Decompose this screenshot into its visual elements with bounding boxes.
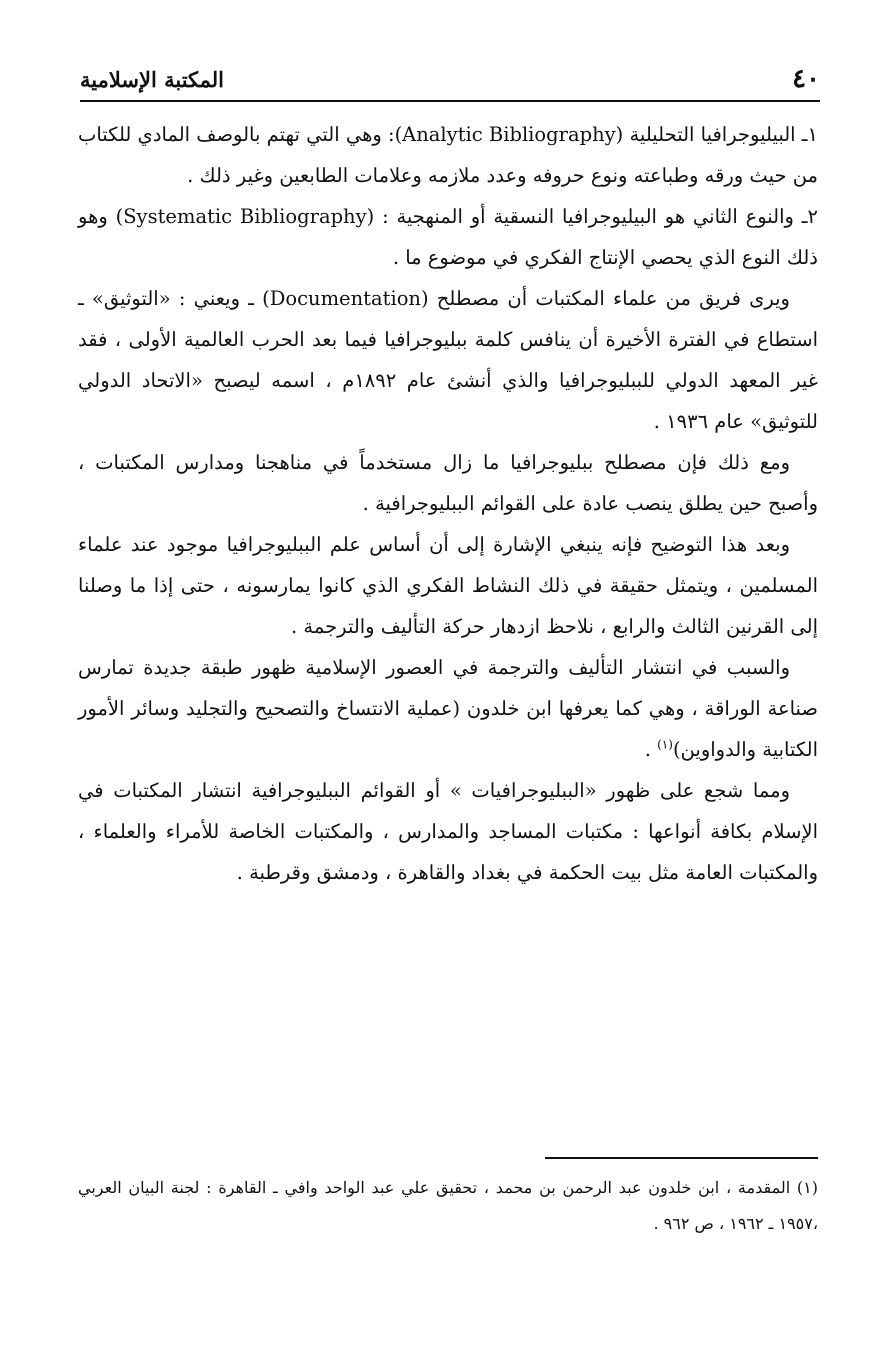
footnote-text: (١) المقدمة ، ابن خلدون عبد الرحمن بن محمد ، تحقيق علي عبد الواحد وافي ـ القاهرة : لجنة البيان العربي ،١٩٥٧ ـ ١٩٦٢ ، ص ٩٦٢ . bbox=[78, 1178, 818, 1233]
footnote-marker[interactable]: (١) bbox=[657, 737, 673, 752]
paragraph-text: ١ـ البيليوجرافيا التحليلية bbox=[623, 123, 818, 146]
paragraph-text: : وهي التي تهتم بالوصف المادي للكتاب من حيث ورقه وطباعته ونوع حروفه وعدد ملازمه وعلامات الطابعين وغير ذلك . bbox=[78, 123, 818, 187]
paragraph-muslim-scholars: وبعد هذا التوضيح فإنه ينبغي الإشارة إلى أن أساس علم الببليوجرافيا موجود عند علماء المسلمين ، ويتمثل حقيقة في ذلك النشاط الفكري الذي كانوا يمارسونه ، حتى إذا ما وصلنا إلى القرنين الثالث والرابع ، نلاحظ ازدهار حركة التأليف والترجمة . bbox=[78, 533, 818, 638]
paragraph-systematic-bibliography bbox=[78, 196, 818, 278]
page-number: ٤٠ bbox=[792, 64, 820, 94]
paragraph-libraries: ومما شجع على ظهور «الببليوجرافيات » أو القوائم الببليوجرافية انتشار المكتبات في الإسلام بكافة أنواعها : مكتبات المساجد والمدارس ، والمكتبات الخاصة للأمراء والعلماء ، والمكتبات العامة مثل بيت الحكمة في بغداد والقاهرة ، ودمشق وقرطبة . bbox=[78, 779, 818, 884]
paragraph-analytic-bibliography bbox=[78, 114, 818, 196]
footnote-rule bbox=[545, 1157, 818, 1159]
running-title: المكتبة الإسلامية bbox=[80, 67, 224, 92]
latin-term: (Documentation) bbox=[262, 287, 429, 310]
paragraph-term-usage: ومع ذلك فإن مصطلح ببليوجرافيا ما زال مستخدماً في مناهجنا ومدارس المكتبات ، وأصبح حين يطلق ينصب عادة على القوائم الببليوجرافية . bbox=[78, 451, 818, 515]
body-text bbox=[78, 114, 818, 893]
paragraph-paper-trade bbox=[78, 647, 818, 770]
footnote bbox=[78, 1170, 818, 1242]
paragraph-text: والسبب في انتشار التأليف والترجمة في العصور الإسلامية ظهور طبقة جديدة تمارس صناعة الوراقة ، وهي كما يعرفها ابن خلدون (عملية الانتساخ والتصحيح والتجليد وسائر الأمور الكتابية والدواوين) bbox=[78, 656, 818, 761]
paragraph-documentation bbox=[78, 278, 818, 442]
paragraph-text: ٢ـ والنوع الثاني هو البيليوجرافيا النسقية أو المنهجية : bbox=[374, 205, 818, 228]
paragraph-text: ـ ويعني : «التوثيق» ـ استطاع في الفترة الأخيرة أن ينافس كلمة ببليوجرافيا فيما بعد الحرب العالمية الأولى ، فقد غير المعهد الدولي للببليوجرافيا والذي أنشئ عام ١٨٩٢م ، اسمه ليصبح «الاتحاد الدولي للتوثيق» عام ١٩٣٦ . bbox=[78, 287, 819, 433]
page-header bbox=[80, 64, 820, 98]
paragraph-text: ويرى فريق من علماء المكتبات أن مصطلح bbox=[428, 287, 790, 310]
paragraph-text: وهو ذلك النوع الذي يحصي الإنتاج الفكري في موضوع ما . bbox=[78, 205, 818, 269]
latin-term: (Analytic Bibliography) bbox=[394, 123, 624, 146]
header-rule bbox=[80, 100, 820, 102]
latin-term: (Systematic Bibliography) bbox=[115, 205, 375, 228]
paragraph-text: . bbox=[644, 738, 658, 761]
